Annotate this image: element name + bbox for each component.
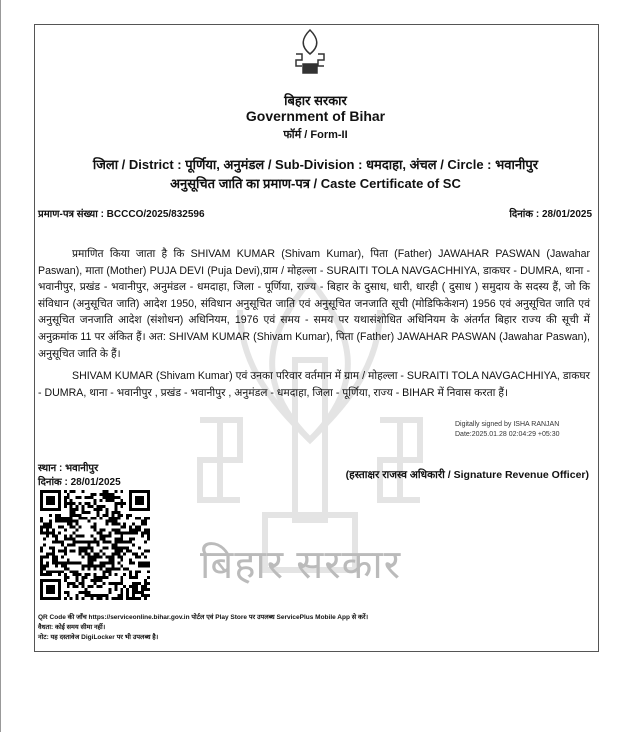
watermark-text: बिहार सरकार xyxy=(200,543,402,587)
validity-note: वैधता: कोई समय सीमा नहीं। xyxy=(38,624,106,631)
qr-verification-note: QR Code की जाँच https://serviceonline.bihar.gov.in पोर्टल एवं Play Store पर उपलब्ध ServicePlus Mobile App से करें। xyxy=(38,614,369,621)
digital-signature-date: Date:2025.01.28 02:04:29 +05:30 xyxy=(455,431,560,438)
place-date-block xyxy=(38,462,121,490)
digital-signer: Digitally signed by ISHA RANJAN xyxy=(455,421,560,428)
header-english: Government of Bihar xyxy=(245,108,386,124)
footer-notes xyxy=(38,613,368,643)
officer-signature-label: (हस्ताक्षर राजस्व अधिकारी / Signature Revenue Officer) xyxy=(345,469,589,481)
certificate-meta-row xyxy=(38,206,592,220)
header-hindi: बिहार सरकार xyxy=(284,93,347,108)
digital-signature xyxy=(455,420,560,440)
residence-paragraph: SHIVAM KUMAR (Shivam Kumar) एवं उनका परिवार वर्तमान में ग्राम / मोहल्ला - SURAITI TOLA NAVGACHHIYA, डाकघर - DUMRA, थाना - भवानीपुर , प्रखंड - भवानीपुर , अनुमंडल - धमदाहा, जिला - पूर्णिया, राज्य - BIHAR में निवास करता हैं। xyxy=(38,370,590,399)
certificate-number: प्रमाण-पत्र संख्या : BCCCO/2025/832596 xyxy=(38,209,205,220)
form-label: फॉर्म / Form-II xyxy=(283,129,348,141)
certification-paragraph: प्रमाणित किया जाता है कि SHIVAM KUMAR (Shivam Kumar), पिता (Father) JAWAHAR PASWAN (Jawahar Paswan), माता (Mother) PUJA DEVI (Puja Devi),ग्राम / मोहल्ला - SURAITI TOLA NAVGACHHIYA, डाकघर - DUMRA, थाना - भवानीपुर, प्रखंड - भवानीपुर, अनुमंडल - धमदाहा, जिला - पूर्णिया, राज्य - बिहार के दुसाध, धारी, धारही ( दुसाध ) समुदाय के सदस्य हैं, जो कि संविधान (अनुसूचित जाति) आदेश 1950, संविधान अनुसूचित जाति एवं अनुसूचित जनजाति सूची (मोडिफिकेशन) 1956 एवं अनुसूचित जाति एवं अनुसूचित जनजाति आदेश (संशोधन) अधिनियम, 1976 एवं समय - समय पर यथासंशोधित अधिनियम के अंतर्गत बिहार राज्य की सूची में अनुक्रमांक 11 पर अंकित हैं। अत: SHIVAM KUMAR (Shivam Kumar), पिता (Father) JAWAHAR PASWAN (Jawahar Paswan), अनुसूचित जाति के हैं। xyxy=(38,248,590,360)
digilocker-note: नोट: यह दस्तावेज DigiLocker पर भी उपलब्ध है। xyxy=(38,634,159,641)
certificate-title: अनुसूचित जाति का प्रमाण-पत्र / Caste Certificate of SC xyxy=(170,176,461,191)
page-edge xyxy=(0,0,1,732)
issue-date: दिनांक : 28/01/2025 xyxy=(38,477,121,488)
qr-code xyxy=(40,490,150,600)
district-line: जिला / District : पूर्णिया, अनुमंडल / Sub-Division : धमदाहा, अंचल / Circle : भवानीपुर xyxy=(92,157,539,172)
place: स्थान : भवानीपुर xyxy=(38,463,99,474)
certificate-date: दिनांक : 28/01/2025 xyxy=(509,209,592,220)
bihar-emblem-icon xyxy=(290,28,330,76)
